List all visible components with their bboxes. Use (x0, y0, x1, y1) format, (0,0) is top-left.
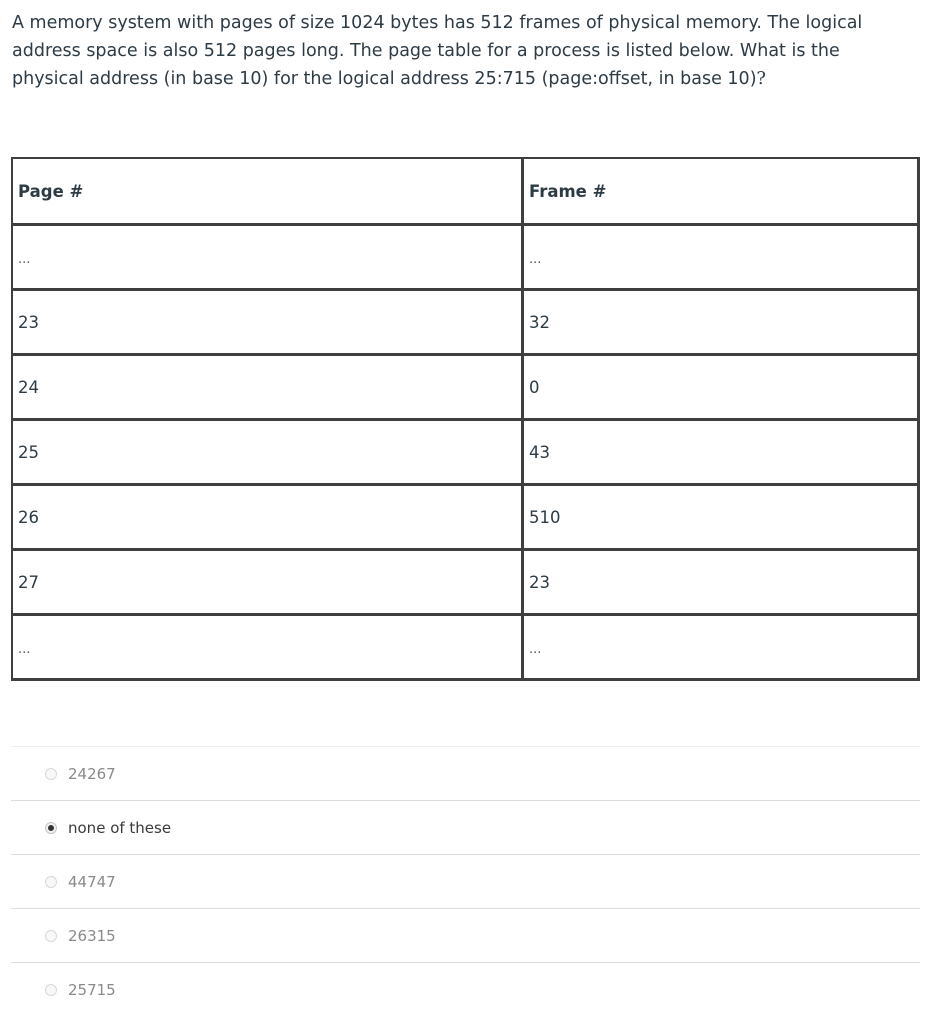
table-header-row (13, 159, 918, 224)
frame-cell: 32 (522, 289, 918, 354)
question-mark: ? (756, 69, 766, 89)
header-frame: Frame # (522, 159, 918, 224)
question-body: A memory system with pages of size 1024 bytes has 512 frames of physical memory. The logical address space is also 512 pages long. The page table for a process is listed below. What is the physical address (in base 10) for the logical address 25:715 (page:offset, in base 10) (12, 13, 863, 89)
page-cell: 25 (13, 419, 522, 484)
answer-label[interactable]: 26315 (68, 927, 116, 945)
page-cell: 23 (13, 289, 522, 354)
table-row (13, 354, 918, 419)
frame-cell: 510 (522, 484, 918, 549)
answer-option[interactable] (11, 800, 920, 854)
radio-button[interactable] (45, 876, 57, 888)
radio-button-selected[interactable] (45, 822, 57, 834)
answer-option[interactable] (11, 908, 920, 962)
frame-cell: ... (522, 224, 918, 289)
table-row (13, 484, 918, 549)
answer-option[interactable] (11, 746, 920, 800)
question-text (12, 9, 917, 93)
frame-cell: ... (522, 614, 918, 679)
answer-option[interactable] (11, 962, 920, 1016)
page-cell: 24 (13, 354, 522, 419)
answer-label[interactable]: none of these (68, 819, 172, 837)
radio-button[interactable] (45, 984, 57, 996)
header-page: Page # (13, 159, 522, 224)
page-cell: ... (13, 224, 522, 289)
table-row (13, 289, 918, 354)
frame-cell: 23 (522, 549, 918, 614)
answer-label[interactable]: 25715 (68, 981, 116, 999)
frame-cell: 43 (522, 419, 918, 484)
frame-cell: 0 (522, 354, 918, 419)
answer-list (11, 746, 920, 1016)
page-cell: 27 (13, 549, 522, 614)
radio-button[interactable] (45, 768, 57, 780)
radio-button[interactable] (45, 930, 57, 942)
table-row (13, 419, 918, 484)
page-cell: ... (13, 614, 522, 679)
table-row (13, 549, 918, 614)
page-cell: 26 (13, 484, 522, 549)
answer-option[interactable] (11, 854, 920, 908)
answer-label[interactable]: 44747 (68, 873, 116, 891)
table-row (13, 614, 918, 679)
answer-label[interactable]: 24267 (68, 765, 116, 783)
page-table (11, 157, 920, 681)
table-row (13, 224, 918, 289)
